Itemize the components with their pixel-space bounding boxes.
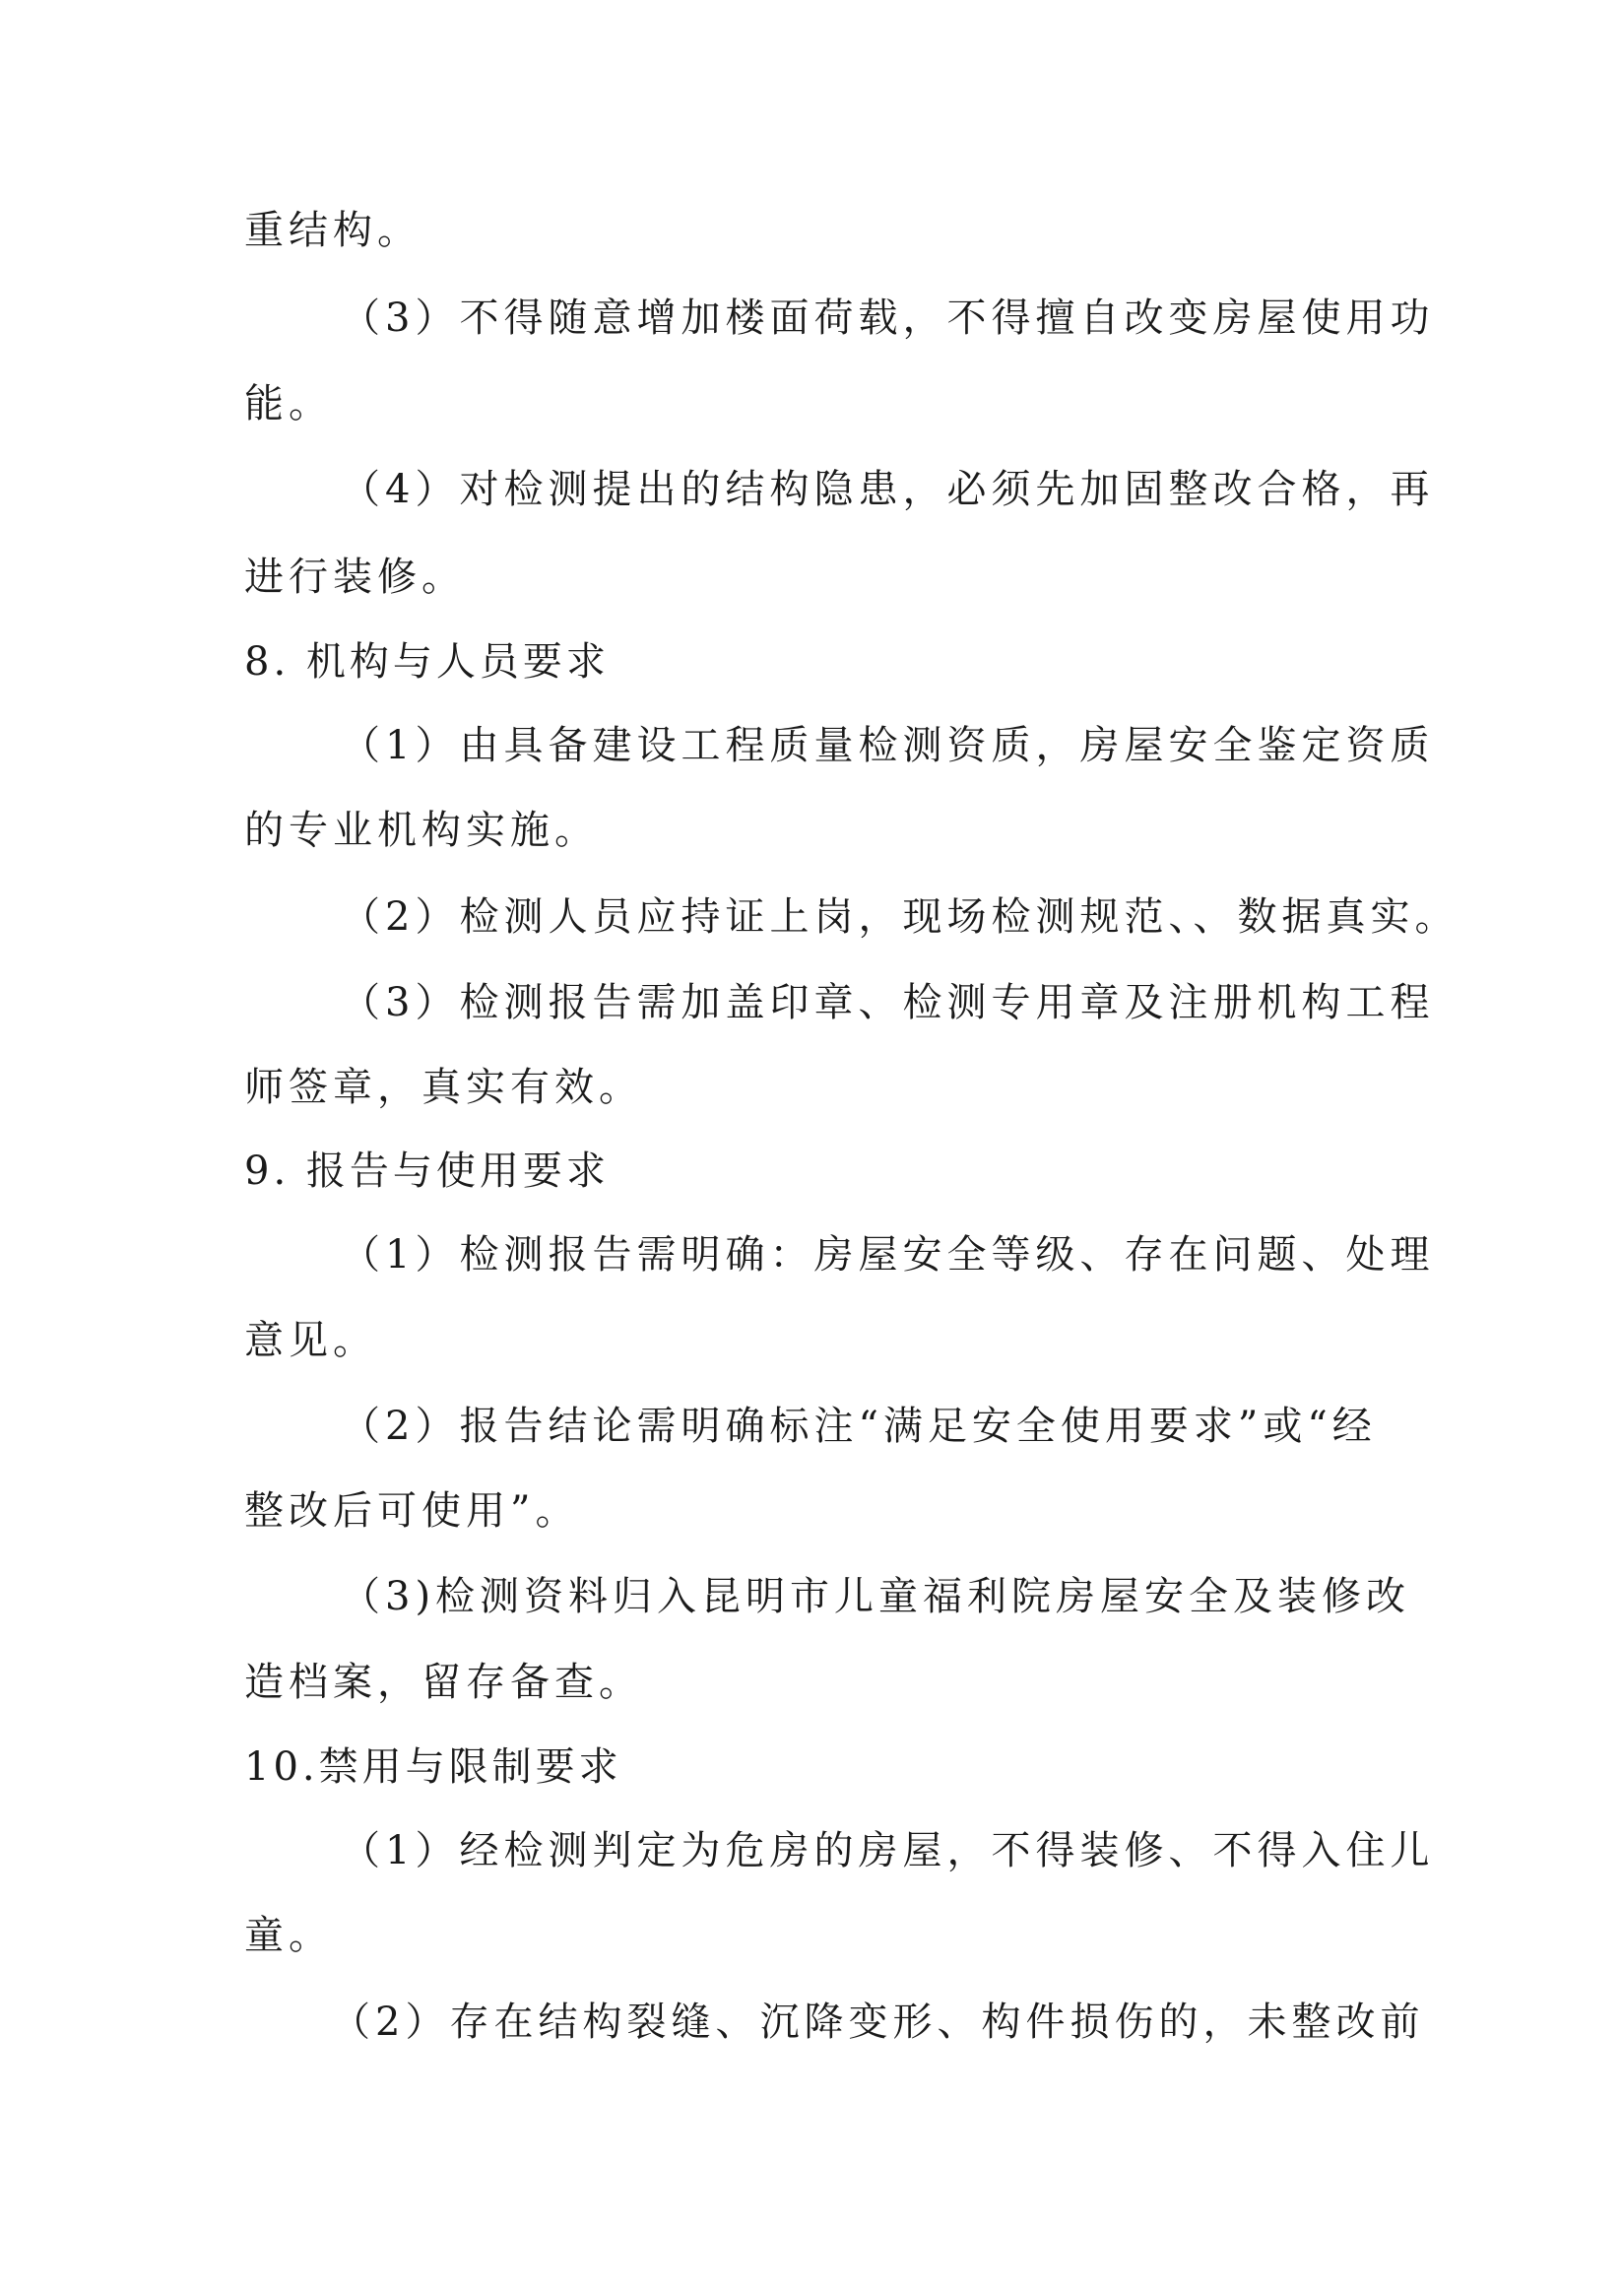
- text-line: 意见。: [244, 1318, 377, 1363]
- text-line: 造档案，留存备查。: [244, 1660, 643, 1705]
- text-line: （3）不得随意增加楼面荷载，不得擅自改变房屋使用功: [341, 295, 1435, 341]
- text-line: 重结构。: [244, 208, 421, 253]
- text-line: （2）报告结论需明确标注“满足安全使用要求”或“经: [341, 1404, 1377, 1449]
- text-line: 师签章，真实有效。: [244, 1065, 643, 1110]
- text-line: 的专业机构实施。: [244, 808, 599, 853]
- section-heading: 9. 报告与使用要求: [244, 1148, 610, 1194]
- text-line: 童。: [244, 1913, 333, 1958]
- text-line: （2）检测人员应持证上岗，现场检测规范、、数据真实。: [341, 894, 1459, 940]
- text-line: （1）经检测判定为危房的房屋，不得装修、不得入住儿: [341, 1828, 1435, 1873]
- text-line: （4）对检测提出的结构隐患，必须先加固整改合格，再: [341, 467, 1435, 512]
- section-heading: 10.禁用与限制要求: [244, 1744, 622, 1790]
- text-line: 能。: [244, 381, 333, 426]
- text-line: （3)检测资料归入昆明市儿童福利院房屋安全及装修改: [341, 1574, 1411, 1619]
- text-line: （2）存在结构裂缝、沉降变形、构件损伤的，未整改前: [331, 2000, 1425, 2045]
- section-heading: 8. 机构与人员要求: [244, 639, 610, 685]
- text-line: 进行装修。: [244, 555, 466, 600]
- text-line: （3）检测报告需加盖印章、检测专用章及注册机构工程: [341, 980, 1435, 1025]
- text-line: （1）由具备建设工程质量检测资质，房屋安全鉴定资质: [341, 723, 1435, 768]
- text-line: 整改后可使用”。: [244, 1488, 580, 1534]
- text-line: （1）检测报告需明确：房屋安全等级、存在问题、处理: [341, 1232, 1435, 1278]
